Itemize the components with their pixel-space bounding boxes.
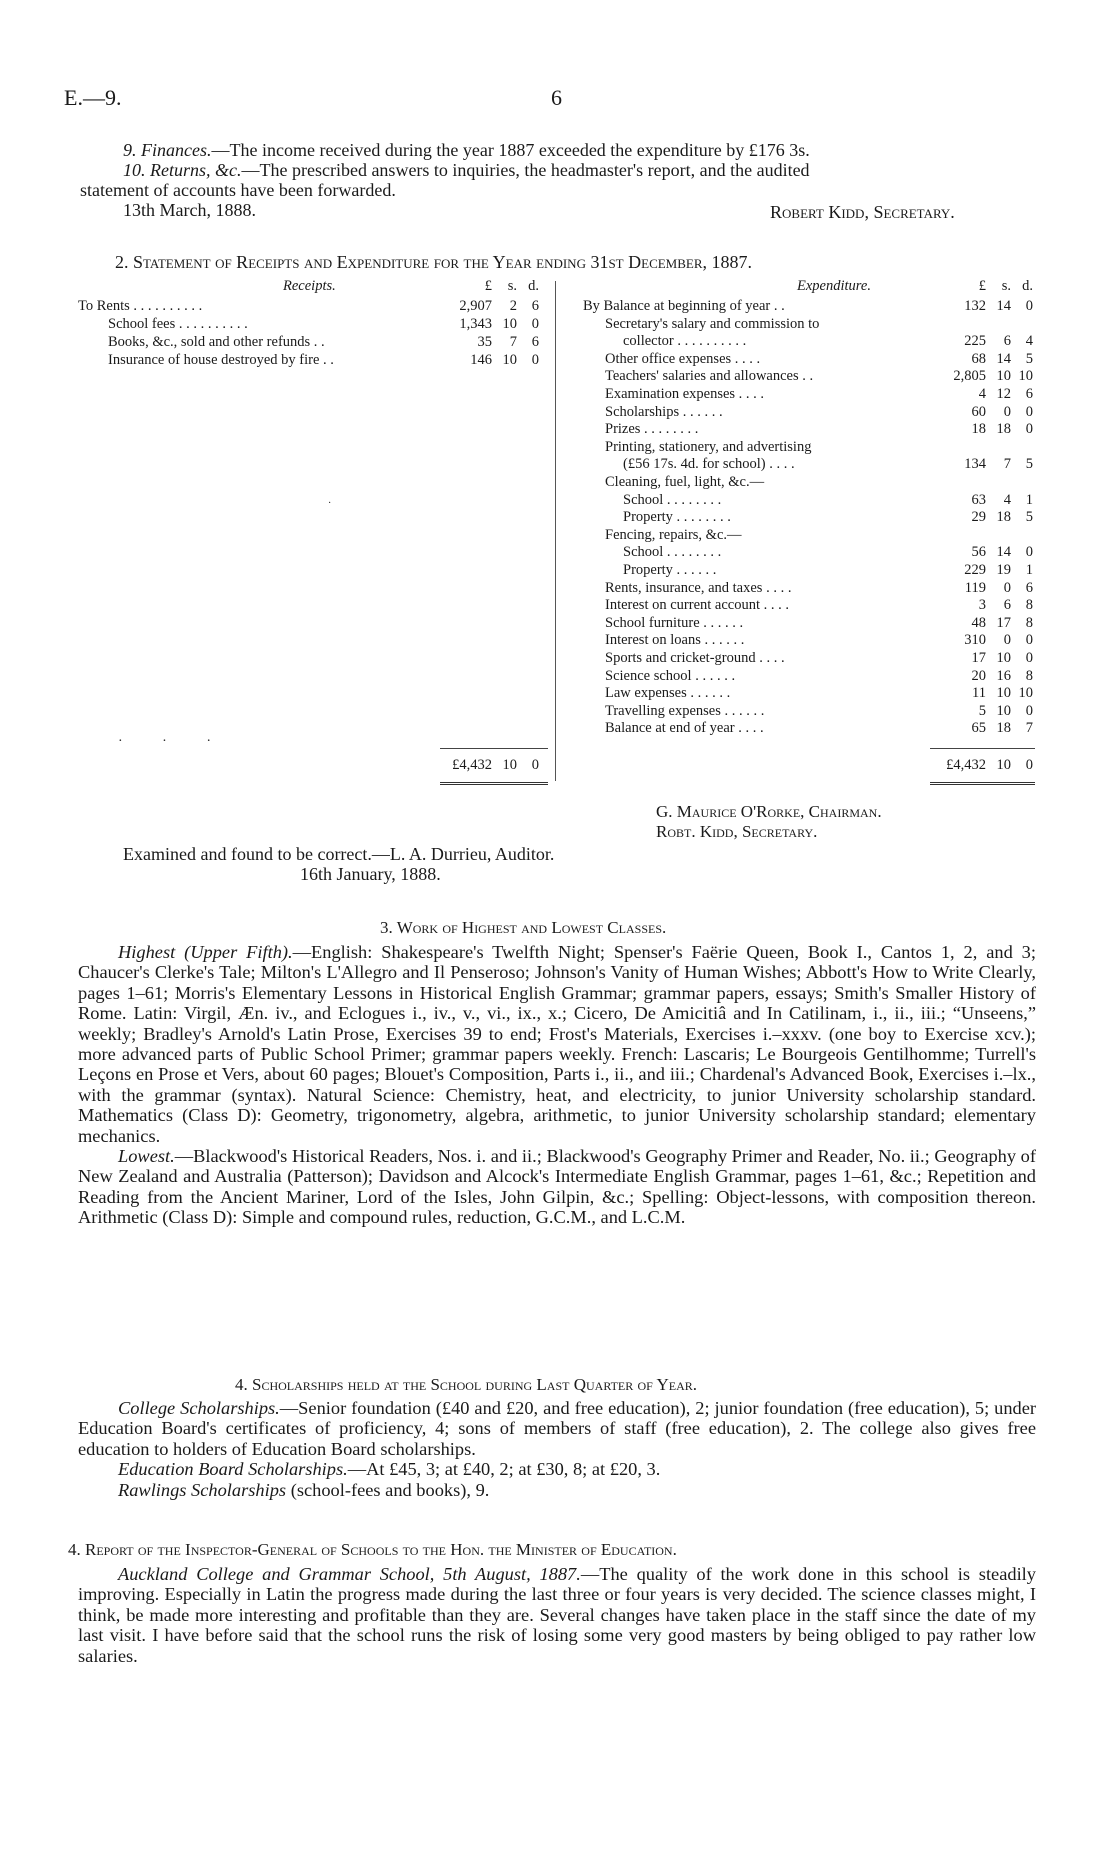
pounds: 134 (964, 456, 986, 473)
shillings: 6 (1003, 333, 1011, 350)
pounds: 119 (964, 579, 986, 596)
page-ref: E.—9. (64, 85, 122, 110)
receipt-amount (440, 352, 539, 369)
pounds: 225 (964, 333, 986, 350)
receipt-row (78, 334, 543, 352)
shillings: 0 (1003, 579, 1011, 596)
pence: 5 (1025, 456, 1033, 473)
expenditure-amount (934, 386, 1033, 403)
pence: 5 (1025, 509, 1033, 526)
expenditure-label: Science school . . . . . . (605, 667, 736, 684)
finances-item-9 (123, 140, 810, 160)
college-scholarships-paragraph (78, 1398, 1036, 1459)
pence: 1 (1025, 491, 1033, 508)
expenditure-row (583, 351, 1033, 369)
expenditure-label: Balance at end of year . . . . (605, 720, 764, 737)
expenditure-row (583, 650, 1033, 668)
pounds: 229 (964, 562, 986, 578)
expenditure-total-rule (930, 748, 1035, 749)
shillings: 4 (1003, 491, 1011, 508)
work-title: 3. Work of Highest and Lowest Classes. (380, 918, 667, 937)
expenditure-row (583, 527, 1033, 545)
receipt-amount (440, 298, 539, 315)
report-text: —The quality of the work done in this school is steadily improving. Especially in Latin the progress made during the last three or four years is very decided. The science classes might, I think, be made more interesting and profitable than they are. Several changes have taken place in the staff since the date of my last visit. I have before said that the school runs the risk of losing some very good masters by being obliged to pay rather low salaries. (78, 1564, 1036, 1666)
pence: 0 (1025, 421, 1033, 438)
expenditure-amount (934, 368, 1033, 385)
shillings: 10 (996, 757, 1011, 773)
expenditure-label: Sports and cricket-ground . . . . (605, 650, 785, 666)
shillings: 18 (996, 509, 1011, 526)
page-number: 6 (551, 85, 562, 110)
expenditure-amount (934, 720, 1033, 737)
college-label: College Scholarships. (118, 1398, 280, 1418)
returns-item-10 (123, 160, 810, 180)
expenditure-amount (934, 333, 1033, 350)
col-pence: d. (1022, 278, 1033, 294)
receipts-heading: Receipts. (283, 278, 336, 294)
pounds: 68 (971, 350, 986, 367)
expenditure-row (583, 298, 1033, 316)
shillings: 10 (996, 702, 1011, 719)
shillings: 6 (1003, 597, 1011, 614)
pence: 5 (1025, 350, 1033, 367)
expenditure-label: Cleaning, fuel, light, &c.— (605, 474, 765, 490)
expenditure-label: Teachers' salaries and allowances . . (605, 368, 814, 385)
shillings: 18 (996, 720, 1011, 737)
receipts-total-rule (440, 748, 548, 749)
pence: 0 (1025, 632, 1033, 649)
receipt-label: School fees . . . . . . . . . . (108, 316, 248, 332)
receipt-row (78, 316, 543, 334)
pounds: 132 (964, 298, 986, 314)
pounds: 5 (978, 702, 986, 719)
pence: 1 (1025, 562, 1033, 578)
expenditure-amount (934, 703, 1033, 720)
expenditure-label: collector . . . . . . . . . . (623, 333, 747, 350)
pounds: 4 (978, 386, 986, 402)
expenditure-row (583, 668, 1033, 686)
rawlings-label: Rawlings Scholarships (118, 1479, 287, 1500)
expenditure-amount (934, 456, 1033, 473)
expenditure-label: (£56 17s. 4d. for school) . . . . (623, 456, 795, 473)
statement-title: 2. Statement of Receipts and Expenditure for the Year ending 31st December, 1887. (115, 252, 753, 272)
shillings: 14 (996, 544, 1011, 561)
auditor-text: Examined and found to be correct.—L. A. Durrieu, Auditor. (123, 844, 555, 864)
work-body (78, 942, 1036, 1228)
expenditure-row (583, 368, 1033, 386)
expenditure-label: Scholarships . . . . . . (605, 403, 723, 420)
shillings: 0 (1003, 632, 1011, 649)
col-pounds: £ (484, 278, 492, 294)
pounds: 2,907 (459, 298, 492, 314)
pence: 8 (1025, 614, 1033, 631)
shillings: 7 (509, 334, 517, 350)
expenditure-label: Examination expenses . . . . (605, 386, 765, 402)
shillings: 14 (996, 350, 1011, 367)
expenditure-row (583, 580, 1033, 598)
expenditure-label: Law expenses . . . . . . (605, 685, 731, 702)
report-paragraph (78, 1564, 1036, 1666)
expenditure-label: Rents, insurance, and taxes . . . . (605, 579, 792, 596)
pounds: 63 (971, 491, 986, 508)
pence: 6 (531, 334, 539, 350)
expenditure-row (583, 333, 1033, 351)
expenditure-label: Interest on loans . . . . . . (605, 632, 745, 649)
pounds: 146 (470, 352, 492, 368)
pence: 6 (531, 298, 539, 314)
pounds: 29 (971, 509, 986, 526)
shillings: 10 (502, 757, 517, 773)
pounds: £4,432 (452, 757, 492, 773)
col-pence: d. (528, 278, 539, 294)
expenditure-row (583, 720, 1033, 738)
expenditure-row (583, 615, 1033, 633)
report-title: 4. Report of the Inspector-General of Schools to the Hon. the Minister of Education. (68, 1540, 677, 1559)
pounds: 2,805 (953, 368, 986, 385)
expenditure-amount (934, 668, 1033, 685)
secretary-signature: Robt. Kidd, Secretary. (656, 822, 818, 841)
receipts-col-headings (440, 278, 539, 295)
pence: 0 (1025, 403, 1033, 420)
expenditure-amount (934, 492, 1033, 509)
pence: 10 (1018, 685, 1033, 702)
pounds: 20 (971, 667, 986, 684)
scholarships-title: 4. Scholarships held at the School during Last Quarter of Year. (235, 1375, 698, 1394)
pounds: 18 (971, 421, 986, 438)
scholarships-body (78, 1398, 1036, 1500)
expenditure-label: Other office expenses . . . . (605, 350, 761, 367)
highest-text: —English: Shakespeare's Twelfth Night; Spenser's Faërie Queen, Book I., Cantos 1, 2, and 3; Chaucer's Clerke's Tale; Milton's L'Allegro and Il Penseroso; Johnson's Vanity of Human Wishes; Abbott's How to Write Clearly, pages 1–61; Morris's Elementary Lessons in Historical English Grammar; grammar papers, essays; Smith's Smaller History of Rome. Latin: Virgil, Æn. iv., and Eclogues i., iv., v., vi., ix., x.; Cicero, De Amicitiâ and In Catilinam, i., ii., iii.; “Unseens,” weekly; Bradley's Arnold's Latin Prose, Exercises 39 to end; Frost's Materials, Exercises i.–xxxv. (one boy to Exercise xcv.); more advanced parts of Public School Primer; grammar papers weekly. French: Lascaris; Le Bourgeois Gentilhomme; Turrell's Leçons en Prose et Vers, about 60 pages; Blouet's Composition, Parts i., ii., and iii.; Chardenal's Advanced Book, Exercises i.–lx., with the grammar (syntax). Natural Science: Chemistry, heat, and electricity, to junior University scholarship standard. Mathematics (Class D): Geometry, trigonometry, algebra, arithmetic, to junior University scholarship standard; elementary mechanics. (78, 942, 1036, 1146)
expenditure-label: Property . . . . . . . . (623, 509, 731, 526)
expenditure-label: Interest on current account . . . . (605, 597, 789, 614)
pounds: 56 (971, 544, 986, 561)
shillings: 0 (1003, 403, 1011, 420)
expenditure-row (583, 439, 1033, 457)
shillings: 10 (996, 685, 1011, 702)
expenditure-total (922, 757, 1033, 774)
pence: 7 (1025, 720, 1033, 737)
auditor-date: 16th January, 1888. (300, 864, 441, 884)
finances-date: 13th March, 1888. (123, 200, 256, 220)
table-divider (555, 281, 556, 781)
receipt-label: To Rents . . . . . . . . . . (78, 298, 203, 314)
expenditure-heading: Expenditure. (797, 278, 871, 294)
shillings: 17 (996, 614, 1011, 631)
rawlings-scholarships-paragraph (78, 1480, 1036, 1500)
pounds: £4,432 (946, 757, 986, 773)
pence: 10 (1018, 368, 1033, 385)
expenditure-label: Secretary's salary and commission to (605, 315, 820, 332)
finances-label: 9. Finances. (123, 140, 212, 160)
pence: 4 (1025, 333, 1033, 350)
shillings: 10 (502, 316, 517, 332)
pounds: 1,343 (459, 316, 492, 332)
expenditure-label: School furniture . . . . . . (605, 614, 744, 631)
expenditure-label: School . . . . . . . . (623, 544, 722, 561)
report-lead: Auckland College and Grammar School, 5th August, 1887. (118, 1564, 581, 1584)
highest-label: Highest (Upper Fifth). (118, 942, 293, 962)
pence: 0 (531, 757, 539, 773)
shillings: 12 (996, 386, 1011, 402)
expenditure-amount (934, 685, 1033, 702)
pence: 0 (531, 316, 539, 332)
shillings: 18 (996, 421, 1011, 438)
expenditure-row (583, 316, 1033, 334)
pounds: 11 (972, 685, 986, 702)
pounds: 310 (964, 632, 986, 649)
col-pounds: £ (978, 278, 986, 294)
expenditure-label: Printing, stationery, and advertising (605, 438, 812, 455)
college-text: —Senior foundation (£40 and £20, and free education), 2; junior foundation (free education), 5; under Education Board's certificates of proficiency, 4; sons of members of staff (free education), 2. The college also gives free education to holders of Education Board scholarships. (78, 1398, 1037, 1459)
expenditure-row (583, 509, 1033, 527)
board-label: Education Board Scholarships. (118, 1459, 348, 1480)
expenditure-amount (934, 597, 1033, 614)
pounds: 3 (978, 597, 986, 614)
expenditure-row (583, 492, 1033, 510)
returns-text-continued: statement of accounts have been forwarded. (80, 180, 396, 200)
returns-label: 10. Returns, &c. (123, 160, 242, 180)
lowest-class-paragraph (78, 1146, 1036, 1228)
expenditure-row (583, 597, 1033, 615)
expenditure-amount (934, 404, 1033, 421)
pounds: 35 (477, 334, 492, 350)
expenditure-row (583, 421, 1033, 439)
highest-class-paragraph (78, 942, 1036, 1146)
shillings: 16 (996, 667, 1011, 684)
shillings: 19 (996, 562, 1011, 578)
receipt-label: Books, &c., sold and other refunds . . (108, 334, 325, 350)
pence: 0 (1025, 650, 1033, 666)
lowest-text: —Blackwood's Historical Readers, Nos. i. and ii.; Blackwood's Geography Primer and Reader, No. ii.; Geography of New Zealand and Australia (Patterson); Davidson and Alcock's Intermediate English Grammar, pages 1–61, &c.; Repetition and Reading from the Ancient Mariner, Lord of the Isles, John Gilpin, &c.; Spelling: Object-lessons, with composition thereon. Arithmetic (Class D): Simple and compound rules, reduction, G.C.M., and L.C.M. (78, 1146, 1036, 1228)
receipt-amount (440, 316, 539, 333)
pounds: 17 (971, 650, 986, 666)
expenditure-amount (934, 351, 1033, 368)
receipt-row (78, 298, 543, 316)
shillings: 7 (1003, 456, 1011, 473)
rawlings-text: (school-fees and books), 9. (286, 1479, 490, 1500)
receipt-amount (440, 334, 539, 351)
expenditure-label: Prizes . . . . . . . . (605, 421, 699, 438)
shillings: 2 (509, 298, 517, 314)
expenditure-amount (934, 298, 1033, 315)
receipt-row (78, 352, 543, 370)
pounds: 65 (971, 720, 986, 737)
receipts-total (428, 757, 539, 774)
pence: 0 (1025, 544, 1033, 561)
board-scholarships-paragraph (78, 1459, 1036, 1479)
expenditure-row (583, 544, 1033, 562)
expenditure-label: School . . . . . . . . (623, 491, 722, 508)
pence: 0 (1025, 702, 1033, 719)
col-shillings: s. (507, 278, 517, 294)
pounds: 60 (971, 403, 986, 420)
receipt-label: Insurance of house destroyed by fire . . (108, 352, 334, 368)
expenditure-amount (934, 509, 1033, 526)
shillings: 10 (996, 368, 1011, 385)
expenditure-label: Fencing, repairs, &c.— (605, 526, 742, 543)
shillings: 10 (996, 650, 1011, 666)
expenditure-amount (934, 632, 1033, 649)
expenditure-amount (934, 650, 1033, 667)
report-body (78, 1564, 1036, 1666)
receipts-total-double-rule (440, 782, 548, 785)
pence: 0 (531, 352, 539, 368)
expenditure-row (583, 703, 1033, 721)
chairman-signature: G. Maurice O'Rorke, Chairman. (656, 802, 882, 821)
expenditure-row (583, 404, 1033, 422)
col-shillings: s. (1001, 278, 1011, 294)
auditor-line (123, 844, 554, 864)
pence: 8 (1025, 667, 1033, 684)
pence: 8 (1025, 597, 1033, 614)
expenditure-col-headings (934, 278, 1033, 295)
finances-signature: Robert Kidd, Secretary. (770, 202, 955, 222)
expenditure-row (583, 474, 1033, 492)
expenditure-amount (934, 615, 1033, 632)
pence: 0 (1025, 757, 1033, 773)
finances-text: —The income received during the year 1887 exceeded the expenditure by £176 3s. (211, 140, 810, 160)
shillings: 10 (502, 352, 517, 368)
expenditure-amount (934, 421, 1033, 438)
pence: 0 (1025, 298, 1033, 314)
expenditure-total-double-rule (930, 782, 1035, 785)
expenditure-row (583, 632, 1033, 650)
expenditure-amount (934, 580, 1033, 597)
board-text: —At £45, 3; at £40, 2; at £30, 8; at £20, 3. (347, 1459, 661, 1480)
lowest-label: Lowest. (118, 1146, 175, 1167)
expenditure-row (583, 685, 1033, 703)
expenditure-label: By Balance at beginning of year . . (583, 298, 785, 314)
pence: 6 (1025, 386, 1033, 402)
expenditure-row (583, 456, 1033, 474)
print-mark: · (328, 498, 332, 509)
pence: 6 (1025, 579, 1033, 596)
expenditure-amount (934, 544, 1033, 561)
shillings: 14 (996, 298, 1011, 314)
expenditure-label: Property . . . . . . (623, 562, 717, 578)
expenditure-row (583, 386, 1033, 404)
print-mark: · · · (118, 734, 229, 749)
pounds: 48 (971, 614, 986, 631)
returns-text: —The prescribed answers to inquiries, the headmaster's report, and the audited (241, 160, 810, 180)
expenditure-amount (934, 562, 1033, 579)
expenditure-row (583, 562, 1033, 580)
expenditure-label: Travelling expenses . . . . . . (605, 702, 765, 719)
